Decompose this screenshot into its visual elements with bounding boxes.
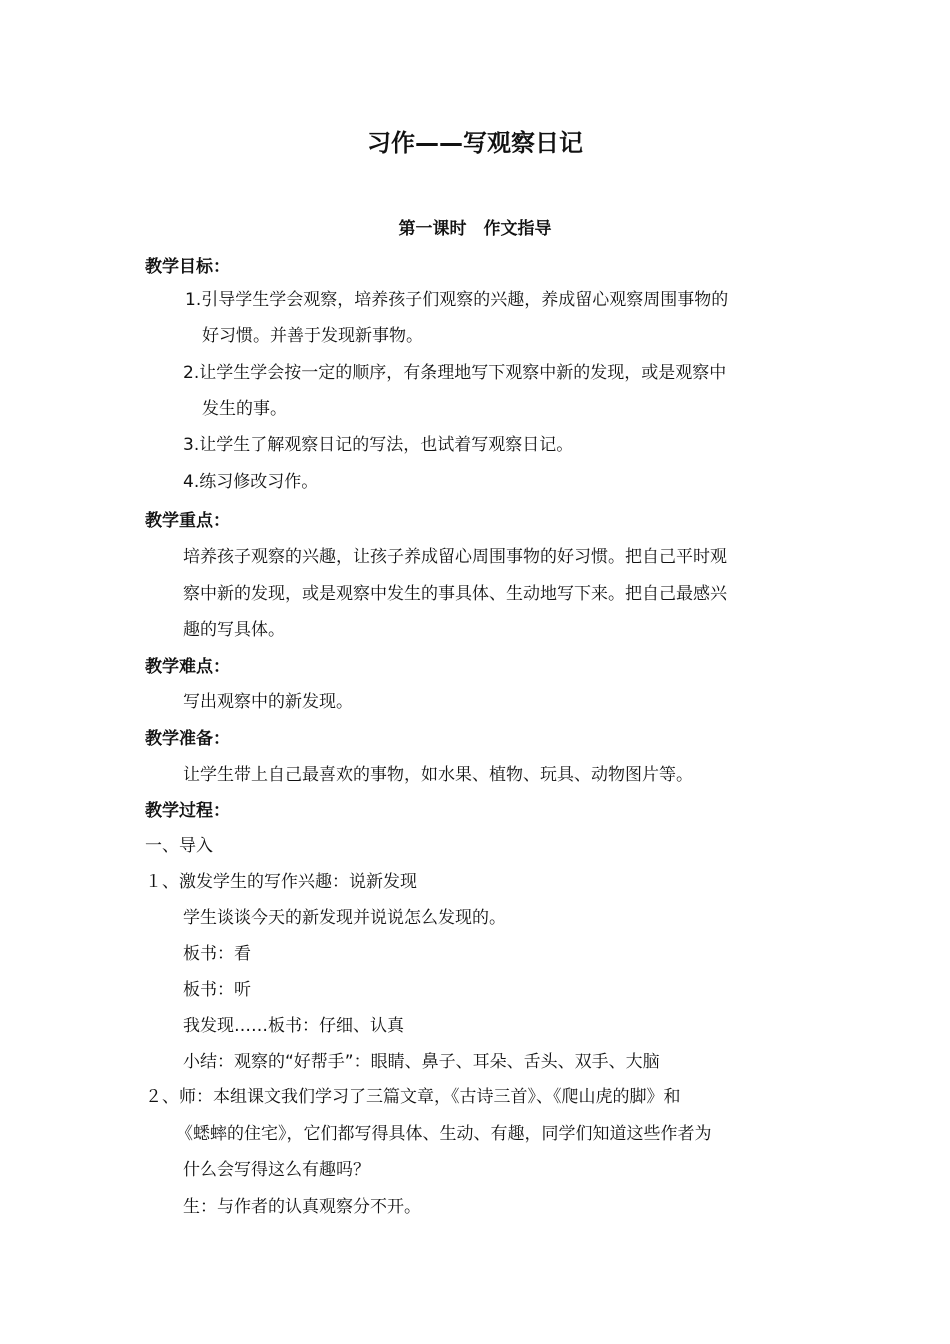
difficulty-heading: 教学难点： — [145, 657, 230, 677]
page-title: 习作——写观察日记 — [367, 129, 583, 157]
goal-line: 好习惯。并善于发现新事物。 — [202, 326, 423, 346]
process-line: 《蟋蟀的住宅》，它们都写得具体、生动、有趣，同学们知道这些作者为 — [176, 1124, 712, 1144]
process-line: 板书：看 — [183, 944, 251, 964]
difficulty-line: 写出观察中的新发现。 — [183, 692, 353, 712]
goal-line: 发生的事。 — [202, 399, 287, 419]
key-line: 察中新的发现，或是观察中发生的事具体、生动地写下来。把自己最感兴 — [183, 584, 727, 604]
process-section: 一、导入 — [145, 836, 213, 856]
goal-line: 4.练习修改习作。 — [183, 472, 319, 492]
process-heading: 教学过程： — [145, 801, 230, 821]
process-line: 板书：听 — [183, 980, 251, 1000]
key-line: 培养孩子观察的兴趣，让孩子养成留心周围事物的好习惯。把自己平时观 — [183, 547, 727, 567]
process-line: 学生谈谈今天的新发现并说说怎么发现的。 — [183, 908, 506, 928]
process-line: 我发现……板书：仔细、认真 — [183, 1016, 404, 1036]
key-heading: 教学重点： — [145, 511, 230, 531]
goal-line: 3.让学生了解观察日记的写法，也试着写观察日记。 — [183, 435, 574, 455]
goals-heading: 教学目标： — [145, 257, 230, 277]
process-item: １、激发学生的写作兴趣：说新发现 — [145, 872, 417, 892]
process-item: ２、师：本组课文我们学习了三篇文章，《古诗三首》、《爬山虎的脚》和 — [145, 1087, 681, 1107]
lesson-subtitle: 第一课时 作文指导 — [398, 219, 552, 239]
process-line: 什么会写得这么有趣吗？ — [183, 1160, 370, 1180]
process-line: 小结：观察的“好帮手”：眼睛、鼻子、耳朵、舌头、双手、大脑 — [183, 1052, 660, 1072]
prep-heading: 教学准备： — [145, 729, 230, 749]
key-line: 趣的写具体。 — [183, 620, 285, 640]
process-line: 生：与作者的认真观察分不开。 — [183, 1197, 421, 1217]
goal-line: 1.引导学生学会观察，培养孩子们观察的兴趣，养成留心观察周围事物的 — [185, 290, 729, 310]
goal-line: 2.让学生学会按一定的顺序，有条理地写下观察中新的发现，或是观察中 — [183, 363, 727, 383]
prep-line: 让学生带上自己最喜欢的事物，如水果、植物、玩具、动物图片等。 — [183, 765, 693, 785]
